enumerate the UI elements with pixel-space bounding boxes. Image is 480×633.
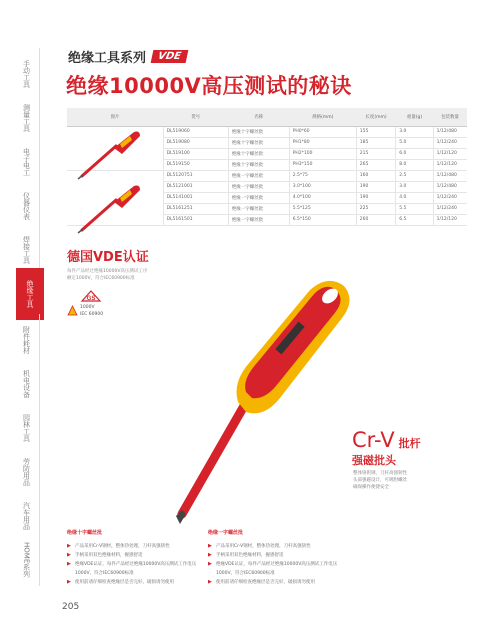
feature-item: ▶ 产品采用Cr-V钢材，整体热处理，刀杆高强韧性: [67, 543, 170, 549]
cell-pack: 1/12/240: [433, 203, 467, 214]
col-header-length: 长度(mm): [356, 108, 395, 126]
feature-column-phillips: [67, 529, 197, 587]
cell-weight: 4.0: [396, 192, 433, 203]
crv-desc-1: 整体铬钒钢，刀杆高强韧性: [353, 471, 407, 476]
vde-description-1: 每件产品经过绝缘10000V高压测试工序: [67, 269, 148, 274]
cell-length: 265: [356, 159, 395, 170]
feature-item: ▶ 绝缘VDE认证，每件产品经过绝缘10000V高压测试工作电压1000V，符合IEC60900标准: [208, 561, 338, 576]
cell-length: 185: [356, 137, 395, 148]
gs-logo-text: GS: [86, 296, 96, 302]
iec-standard: IEC 60900: [80, 312, 104, 317]
cell-name: 绝缘一字螺丝批: [228, 203, 289, 214]
cell-model: DL5141001: [163, 192, 228, 203]
cell-name: 绝缘十字螺丝批: [228, 126, 289, 137]
cell-spec: 5.5*125: [289, 203, 356, 214]
cell-length: 260: [356, 214, 395, 225]
cell-pack: 1/12/480: [433, 181, 467, 192]
cell-pack: 1/12/120: [433, 159, 467, 170]
vde-badge: VDE: [151, 50, 189, 63]
cell-weight: 8.0: [396, 159, 433, 170]
voltage-rating: 1000V: [80, 305, 95, 310]
cell-spec: 4.0*100: [289, 192, 356, 203]
sidebar-tab-auto[interactable]: 汽车用品: [14, 490, 40, 542]
cell-length: 155: [356, 126, 395, 137]
cell-spec: 6.5*150: [289, 214, 356, 225]
category-sidebar: [0, 40, 52, 600]
cell-model: DL519080: [163, 137, 228, 148]
cell-name: 绝缘一字螺丝批: [228, 181, 289, 192]
col-header-pack: 包装数量: [433, 108, 467, 126]
slotted-screwdriver-thumbnail: [76, 184, 146, 234]
cell-length: 215: [356, 148, 395, 159]
sidebar-tab-welding[interactable]: 焊接工具: [14, 224, 40, 276]
bullet-icon: ▶: [67, 579, 71, 585]
crv-small-text: 批杆: [398, 437, 421, 450]
cell-spec: PH0*60: [289, 126, 356, 137]
feature-title: 绝缘十字螺丝批: [67, 530, 103, 536]
sidebar-tab-home[interactable]: HOME系列: [14, 534, 40, 586]
cell-name: 绝缘一字螺丝批: [228, 214, 289, 225]
cell-name: 绝缘一字螺丝批: [228, 170, 289, 181]
crv-big-text: Cr-V: [352, 428, 395, 452]
cell-name: 绝缘十字螺丝批: [228, 137, 289, 148]
feature-item: ▶ 使用前请仔细检查绝缘层是否完好，破损请勿使用: [208, 579, 315, 585]
cell-weight: 3.0: [396, 126, 433, 137]
gs-certification-logo: [80, 289, 102, 303]
bullet-icon: ▶: [208, 561, 212, 567]
vde-description-2: 额定1000V，符合IEC60900标准: [67, 276, 135, 281]
feature-column-slotted: [208, 529, 338, 587]
cell-spec: PH3*150: [289, 159, 356, 170]
cell-name: 绝缘十字螺丝批: [228, 159, 289, 170]
cell-model: DL5120751: [163, 170, 228, 181]
cell-weight: 3.0: [396, 181, 433, 192]
col-header-name: 名称: [228, 108, 289, 126]
cell-pack: 1/12/240: [433, 137, 467, 148]
sidebar-tab-accessories[interactable]: 附件耗材: [14, 314, 40, 366]
cell-pack: 1/12/240: [433, 192, 467, 203]
voltage-warning-icon: [67, 305, 78, 316]
feature-title: 绝缘一字螺丝批: [208, 530, 244, 536]
sidebar-tab-garden[interactable]: 园林工具: [14, 402, 40, 454]
cell-model: DL5121001: [163, 181, 228, 192]
crv-desc-3: 确保操作便捷安全: [353, 485, 389, 490]
vde-heading: 德国VDE认证: [67, 250, 149, 265]
cell-weight: 2.5: [396, 170, 433, 181]
feature-item: ▶ 绝缘VDE认证，每件产品经过绝缘10000V高压测试工作电压1000V，符合IEC60900标准: [67, 561, 197, 576]
large-screwdriver-image: [120, 262, 360, 527]
sidebar-tab-electromech[interactable]: 机电设备: [14, 358, 40, 410]
table-header-row: [67, 108, 467, 126]
cell-length: 190: [356, 181, 395, 192]
bullet-icon: ▶: [208, 543, 212, 549]
sidebar-tab-protective[interactable]: 劳防用品: [14, 446, 40, 498]
cell-weight: 6.5: [396, 214, 433, 225]
feature-item: ▶ 手柄采用双色绝缘材料，握感舒适: [208, 552, 284, 558]
col-header-weight: 重量(g): [396, 108, 433, 126]
cell-spec: PH1*80: [289, 137, 356, 148]
cell-spec: 2.5*75: [289, 170, 356, 181]
feature-item: ▶ 产品采用Cr-V钢材，整体热处理，刀杆高强韧性: [208, 543, 311, 549]
phillips-screwdriver-thumbnail: [76, 130, 146, 180]
feature-item: ▶ 使用前请仔细检查绝缘层是否完好，破损请勿使用: [67, 579, 174, 585]
cell-pack: 1/12/120: [433, 214, 467, 225]
cell-spec: PH2*100: [289, 148, 356, 159]
col-header-image: 图片: [67, 108, 163, 126]
col-header-model: 货号: [163, 108, 228, 126]
bullet-icon: ▶: [67, 543, 71, 549]
cell-model: DL519100: [163, 148, 228, 159]
cell-length: 160: [356, 170, 395, 181]
bullet-icon: ▶: [67, 552, 71, 558]
cell-model: DL519150: [163, 159, 228, 170]
bullet-icon: ▶: [67, 561, 71, 567]
cell-weight: 5.5: [396, 203, 433, 214]
crv-subheading: 强磁批头: [352, 454, 396, 467]
sidebar-tab-instruments[interactable]: 仪器仪表: [14, 180, 40, 232]
cell-name: 绝缘一字螺丝批: [228, 192, 289, 203]
sidebar-tab-insulated-tools[interactable]: 绝缘工具: [16, 268, 44, 320]
cell-weight: 6.0: [396, 148, 433, 159]
bullet-icon: ▶: [208, 579, 212, 585]
bullet-icon: ▶: [208, 552, 212, 558]
series-header: [68, 48, 187, 64]
page-title: 绝缘10000V高压测试的秘诀: [66, 74, 352, 98]
sidebar-tab-electrical[interactable]: 电子电工: [14, 136, 40, 188]
cell-name: 绝缘十字螺丝批: [228, 148, 289, 159]
cell-pack: 1/12/480: [433, 126, 467, 137]
cell-model: DL5161251: [163, 203, 228, 214]
cell-model: DL5161501: [163, 214, 228, 225]
crv-heading: [352, 428, 421, 452]
cell-pack: 1/12/120: [433, 148, 467, 159]
crv-desc-2: 头部强磁设计，可吸附螺丝: [353, 478, 407, 483]
cell-spec: 3.0*100: [289, 181, 356, 192]
cell-pack: 1/12/480: [433, 170, 467, 181]
cell-length: 225: [356, 203, 395, 214]
cell-weight: 5.0: [396, 137, 433, 148]
cell-model: DL519060: [163, 126, 228, 137]
sidebar-tab-hand-tools[interactable]: 手动工具: [14, 48, 40, 100]
series-title: 绝缘工具系列: [68, 50, 147, 66]
page-number: 205: [62, 602, 80, 612]
col-header-spec: 规格(mm): [289, 108, 356, 126]
feature-item: ▶ 手柄采用双色绝缘材料，握感舒适: [67, 552, 143, 558]
cell-length: 190: [356, 192, 395, 203]
sidebar-tab-measuring-tools[interactable]: 测量工具: [14, 92, 40, 144]
